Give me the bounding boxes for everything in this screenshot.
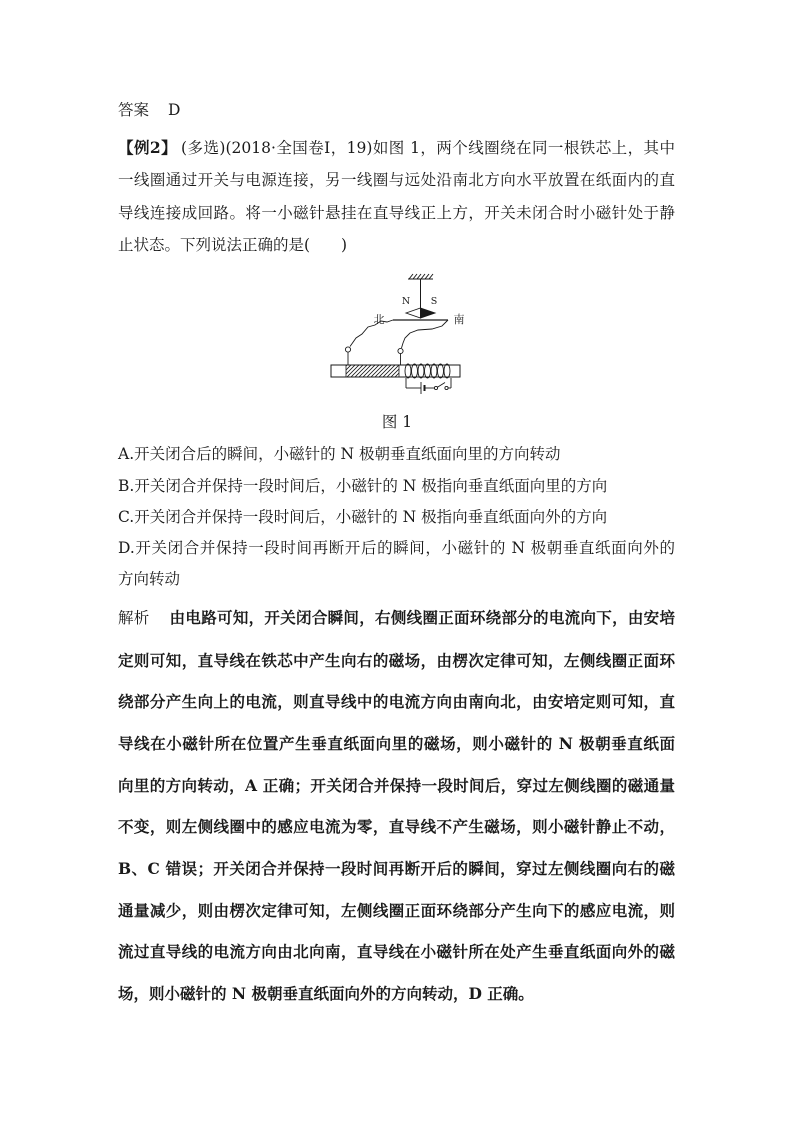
explanation-line-6: 不变，则左侧线圈中的感应电流为零，直导线不产生磁场，则小磁针静止不动， (118, 817, 675, 837)
example-question (118, 132, 675, 261)
needle-n-half (406, 308, 421, 318)
needle-n-label: N (401, 296, 411, 307)
example-line-3: 导线连接成回路。将一小磁针悬挂在直导线正上方，开关未闭合时小磁针处于静 (118, 203, 675, 222)
example-tag: 【例2】 (118, 138, 178, 157)
answer-row (118, 99, 675, 121)
battery-switch-circuit (406, 378, 451, 394)
explanation-line-10: 场，则小磁针的 N 极朝垂直纸面向外的方向转动，D 正确。 (118, 984, 534, 1004)
options-list (118, 439, 675, 595)
north-lead-wire (350, 320, 393, 347)
option-a: A.开关闭合后的瞬间，小磁针的 N 极朝垂直纸面向里的方向转动 (118, 445, 561, 464)
switch-contact-left (434, 386, 437, 389)
option-d-line-2: 方向转动 (118, 570, 181, 589)
example-line-4: 止状态。下列说法正确的是( ) (118, 235, 348, 254)
right-terminal (398, 348, 403, 353)
figure-caption: 图 1 (381, 413, 413, 431)
explanation-line-9: 流过直导线的电流方向由北向南，直导线在小磁针所在处产生垂直纸面向外的磁 (118, 942, 675, 962)
explanation-line-8: 通量减少，则由楞次定律可知，左侧线圈正面环绕部分产生向下的感应电流，则 (118, 900, 675, 920)
answer-line (118, 99, 675, 121)
left-terminal (345, 347, 350, 352)
explanation (118, 597, 675, 1015)
figure-1-diagram (320, 266, 480, 396)
south-lead-wire (402, 320, 449, 348)
option-b: B.开关闭合并保持一段时间后，小磁针的 N 极指向垂直纸面向里的方向 (118, 476, 608, 495)
explanation-line-2: 定则可知，直导线在铁芯中产生向右的磁场，由楞次定律可知，左侧线圈正面环 (118, 650, 675, 670)
explanation-line-1-text: 由电路可知，开关闭合瞬间，右侧线圈正面环绕部分的电流向下，由安培 (169, 608, 675, 627)
needle-s-label: S (430, 296, 438, 307)
explanation-line-5: 向里的方向转动，A 正确；开关闭合并保持一段时间后，穿过左侧线圈的磁通量 (118, 775, 675, 795)
magnetic-needle (406, 308, 435, 318)
switch-lever (437, 383, 445, 388)
ceiling-support (408, 274, 433, 279)
example-line-1-text: (多选)(2018·全国卷Ⅰ，19)如图 1，两个线圈绕在同一根铁芯上，其中 (181, 139, 675, 157)
explanation-line-4: 导线在小磁针所在位置产生垂直纸面向里的磁场，则小磁针的 N 极朝垂直纸面 (118, 734, 675, 754)
example-line-2: 一线圈通过开关与电源连接，另一线圈与远处沿南北方向水平放置在纸面内的直 (118, 171, 675, 190)
needle-s-half (421, 308, 436, 318)
option-c: C.开关闭合并保持一段时间后，小磁针的 N 极指向垂直纸面向外的方向 (118, 507, 608, 526)
explanation-line-1 (118, 597, 675, 640)
example-line-1 (118, 132, 675, 164)
left-coil (346, 365, 399, 377)
switch-contact-right (445, 386, 448, 389)
north-label: 北 (373, 313, 385, 326)
south-label: 南 (453, 313, 465, 326)
explanation-label: 解析 (118, 609, 150, 627)
answer-value: D (168, 101, 181, 119)
answer-label: 答案 (118, 101, 150, 119)
option-d-line-1: D.开关闭合并保持一段时间再断开后的瞬间，小磁针的 N 极朝垂直纸面向外的 (118, 539, 675, 558)
explanation-line-3: 绕部分产生向上的电流，则直导线中的电流方向由南向北，由安培定则可知，直 (118, 692, 675, 712)
explanation-line-7: B、C 错误；开关闭合并保持一段时间再断开后的瞬间，穿过左侧线圈向右的磁 (118, 859, 675, 879)
